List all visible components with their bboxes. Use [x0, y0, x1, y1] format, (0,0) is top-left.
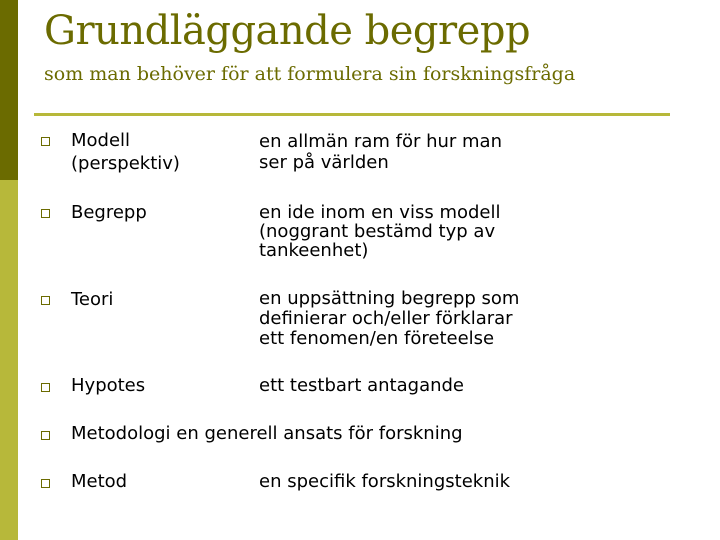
definition-line: en specifik forskningsteknik — [259, 471, 511, 492]
definition-line: definierar och/eller förklarar — [259, 308, 513, 329]
term-line: Hypotes — [71, 375, 146, 396]
square-bullet-icon — [41, 479, 50, 488]
definition-line: (noggrant bestämd typ av — [259, 221, 496, 242]
term-hypotes — [71, 374, 145, 397]
definition-modell — [259, 131, 502, 173]
slide-title: Grundläggande begrepp — [44, 8, 531, 54]
slide-subtitle: som man behöver för att formulera sin forskningsfråga — [44, 63, 576, 85]
term-line: Teori — [71, 289, 114, 310]
definition-line: tankeenhet) — [259, 240, 369, 261]
definition-hypotes — [259, 375, 464, 396]
definition-line: ett testbart antagande — [259, 375, 465, 396]
term-teori — [71, 288, 113, 311]
definition-line: ser på världen — [259, 152, 389, 173]
definition-metod — [259, 471, 510, 492]
term-line: Metod — [71, 471, 128, 492]
definition-line: en uppsättning begrepp som — [259, 288, 520, 309]
accent-bar-dark — [0, 0, 18, 180]
definition-line: ett fenomen/en företeelse — [259, 328, 495, 349]
definition-begrepp — [259, 203, 501, 260]
term-metod — [71, 470, 127, 493]
term-line: Modell — [71, 130, 131, 151]
accent-bar-light — [0, 180, 18, 540]
title-divider — [34, 113, 670, 116]
definition-teori — [259, 289, 519, 349]
term-metodologi — [71, 422, 463, 445]
term-line: Begrepp — [71, 202, 147, 223]
square-bullet-icon — [41, 431, 50, 440]
term-line: (perspektiv) — [71, 153, 180, 174]
square-bullet-icon — [41, 383, 50, 392]
term-modell — [71, 129, 180, 175]
square-bullet-icon — [41, 209, 50, 218]
definition-line: en allmän ram för hur man — [259, 131, 502, 152]
term-line: Metodologi en generell ansats för forskning — [71, 423, 463, 444]
term-begrepp — [71, 201, 147, 224]
square-bullet-icon — [41, 296, 50, 305]
definition-line: en ide inom en viss modell — [259, 202, 501, 223]
square-bullet-icon — [41, 137, 50, 146]
